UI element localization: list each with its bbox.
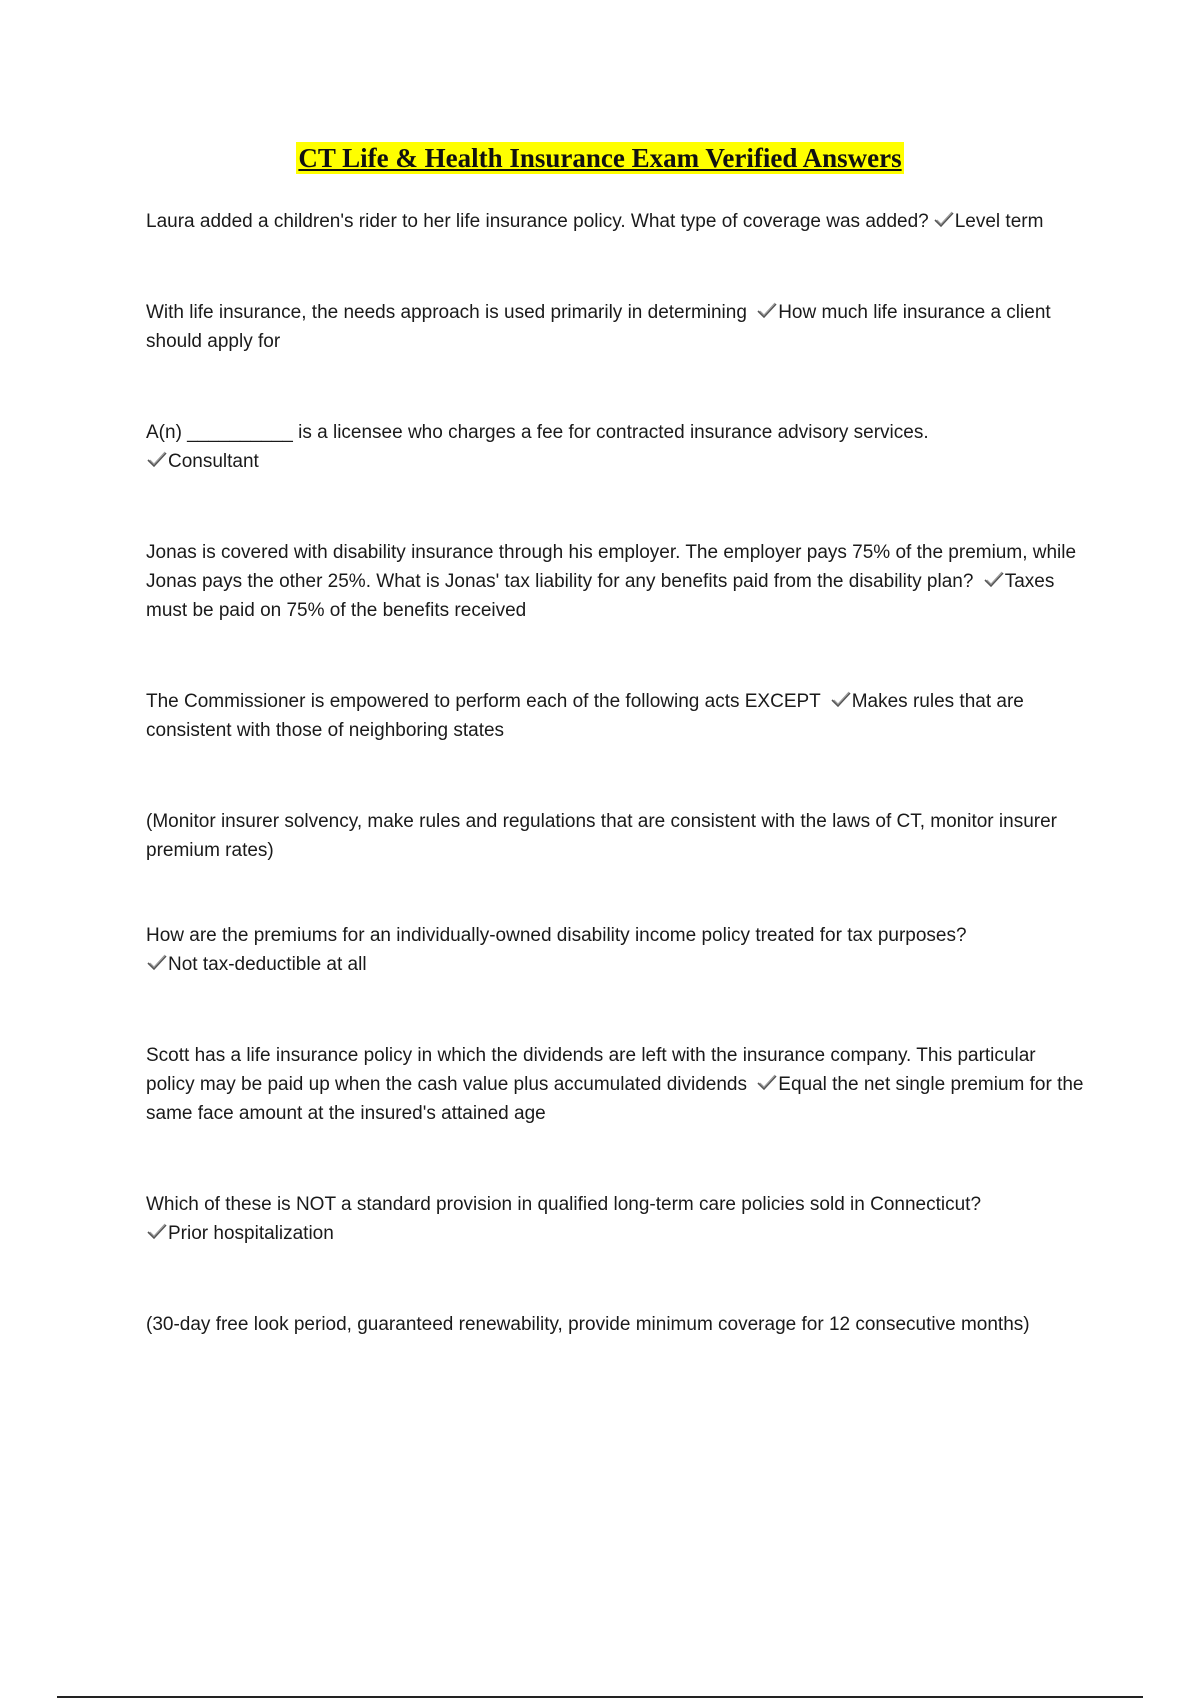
page-title: CT Life & Health Insurance Exam Verified Answers (298, 143, 902, 173)
footer-divider (57, 1696, 1143, 1698)
question-text: Laura added a children's rider to her life insurance policy. What type of coverage was added? (146, 211, 929, 232)
qa-item (146, 687, 1086, 745)
question-text: A(n) __________ is a licensee who charges a fee for contracted insurance advisory services. (146, 422, 929, 443)
note-text: (Monitor insurer solvency, make rules and regulations that are consistent with the laws of CT, monitor insurer premium rates) (146, 811, 1057, 861)
qa-item (146, 207, 1086, 236)
note-text: (30-day free look period, guaranteed renewability, provide minimum coverage for 12 consecutive months) (146, 1314, 1030, 1335)
checkmark-icon (756, 302, 778, 320)
question-text: Which of these is NOT a standard provision in qualified long-term care policies sold in Connecticut? (146, 1194, 982, 1215)
qa-item (146, 1190, 1086, 1248)
checkmark-icon (146, 1223, 168, 1241)
answer-text: Prior hospitalization (168, 1223, 334, 1244)
qa-item (146, 538, 1086, 625)
answer-text: Taxes must be paid on 75% of the benefits received (146, 571, 1055, 621)
checkmark-icon (933, 211, 955, 229)
answer-text: How much life insurance a client should apply for (146, 302, 1051, 352)
qa-item (146, 1041, 1086, 1128)
checkmark-icon (830, 691, 852, 709)
checkmark-icon (146, 954, 168, 972)
qa-note (146, 1310, 1086, 1339)
qa-list (146, 207, 1086, 1401)
title-container (0, 142, 1200, 174)
question-text: How are the premiums for an individually-owned disability income policy treated for tax purposes? (146, 925, 967, 946)
answer-text: Makes rules that are consistent with those of neighboring states (146, 691, 1024, 741)
answer-text: Equal the net single premium for the same face amount at the insured's attained age (146, 1074, 1084, 1124)
qa-item (146, 921, 1086, 979)
answer-text: Level term (954, 211, 1044, 232)
question-text: Scott has a life insurance policy in which the dividends are left with the insurance company. This particular policy may be paid up when the cash value plus accumulated dividends (146, 1045, 1036, 1095)
question-text: Jonas is covered with disability insurance through his employer. The employer pays 75% of the premium, while Jonas pays the other 25%. What is Jonas' tax liability for any benefits paid from the disability plan? (146, 542, 1077, 592)
question-text: The Commissioner is empowered to perform each of the following acts EXCEPT (146, 691, 821, 712)
question-text: With life insurance, the needs approach is used primarily in determining (146, 302, 747, 323)
qa-item (146, 418, 1086, 476)
qa-note (146, 807, 1086, 865)
qa-item (146, 298, 1086, 356)
checkmark-icon (146, 451, 168, 469)
checkmark-icon (983, 571, 1005, 589)
answer-text: Not tax-deductible at all (168, 954, 367, 975)
checkmark-icon (756, 1074, 778, 1092)
answer-text: Consultant (168, 451, 259, 472)
